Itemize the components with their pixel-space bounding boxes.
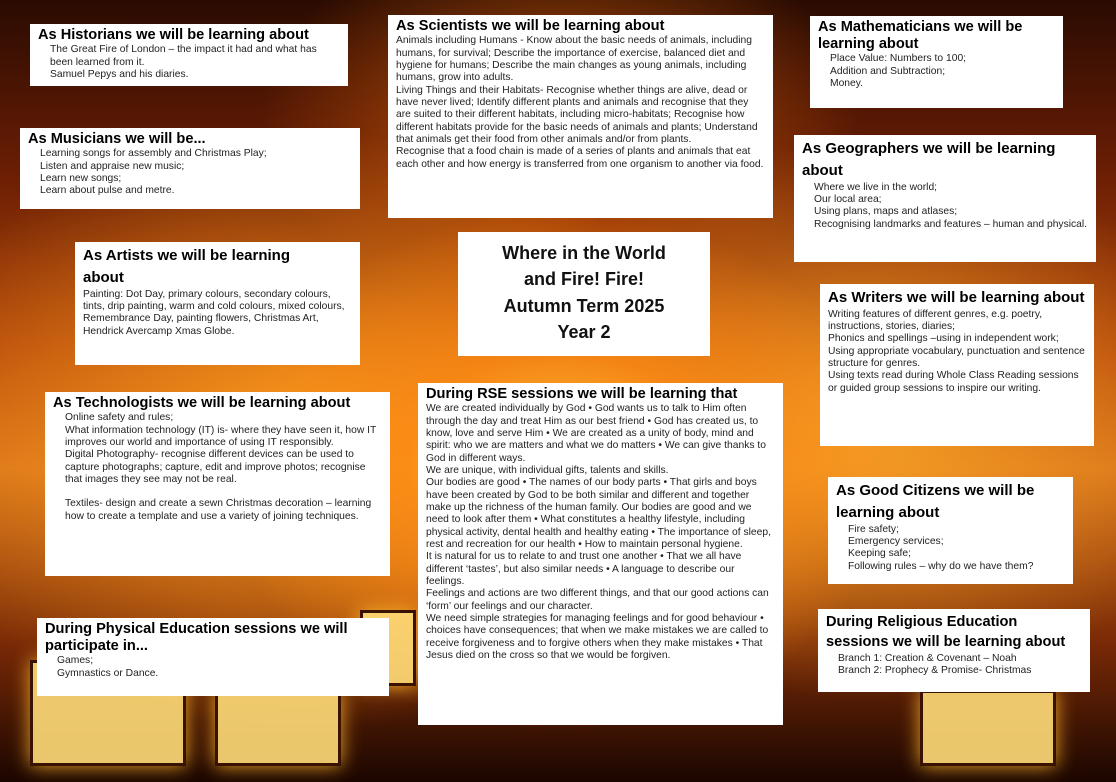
historians-line: Samuel Pepys and his diaries. [50,68,189,80]
technologists-line: What information technology (IT) is- where they have seen it, how IT improves our world and importance of using IT responsibly. [65,424,377,448]
title-line: Where in the World [502,243,666,263]
citizens-line: Emergency services; [848,535,944,547]
re-heading: During Religious Education sessions we will be learning about [826,614,1066,651]
scientists-line: Living Things and their Habitats- Recognise whether things are alive, dead or have never lived; Identify different plants and animals and recognise that they are suited to their different habitats, including micro-habitats; Recognise how different habitats provide for the basic needs of animals and plants; Understand that animals get their food from other animals and/or from plants. [396,84,758,145]
writers-box [820,284,1094,446]
mathematicians-line: Addition and Subtraction; [830,65,946,77]
pe-line: Gymnastics or Dance. [57,667,159,679]
technologists-box [45,392,390,576]
scientists-box [388,15,773,218]
scientists-heading: As Scientists we will be learning about [396,18,665,34]
citizens-box [828,477,1073,584]
mathematicians-heading: As Mathematicians we will be learning about [818,19,1023,53]
technologists-line: Digital Photography- recognise different devices can be used to capture photographs; capture, edit and improve photos; recognise that images they see may not be real. [65,449,366,485]
writers-line: Using appropriate vocabulary, punctuation and sentence structure for genres. [828,345,1085,370]
mathematicians-box [810,16,1063,108]
musicians-line: Learning songs for assembly and Christmas Play; [40,148,267,160]
geographers-line: Our local area; [814,193,882,205]
musicians-line: Listen and appraise new music; [40,160,185,172]
pe-box [37,618,389,696]
citizens-heading: As Good Citizens we will be learning about [836,482,1035,521]
rse-heading: During RSE sessions we will be learning that [426,386,738,402]
citizens-line: Following rules – why do we have them? [848,560,1034,572]
artists-box [75,242,360,365]
geographers-line: Using plans, maps and atlases; [814,206,958,218]
page-title [458,232,710,356]
musicians-line: Learn new songs; [40,172,122,184]
rse-line: It is natural for us to relate to and trust one another • That we all have different ‘tastes’, but also similar needs • A language to describe our feelings. [426,551,742,588]
geographers-line: Recognising landmarks and features – human and physical. [814,218,1088,230]
geographers-box [794,135,1096,262]
geographers-line: Where we live in the world; [814,181,938,193]
rse-line: We are created individually by God • God wants us to talk to Him often through the day and treat Him as our best friend • God has created us, to know, love and serve Him • We are created as a unity of body, mind and spirit: who we are matters and what we do matters • We can give thanks to God in different ways. [426,403,766,464]
musicians-box [20,128,360,209]
rse-line: Our bodies are good • The names of our body parts • That girls and boys have been created by God to be both similar and different and together make up the richness of the human family. Our bodies are good and we need to look after them • What constitutes a healthy lifestyle, including physical activity, dental health and healthy eating • The importance of sleep, rest and recreation for our health • How to maintain personal hygiene. [426,477,771,550]
rse-line: Feelings and actions are two different things, and that our good actions can ‘form’ our feelings and our character. [426,588,769,612]
writers-line: Using texts read during Whole Class Reading sessions or guided group sessions to inspire our writing. [828,370,1079,394]
musicians-heading: As Musicians we will be... [28,131,206,147]
writers-line: Phonics and spellings –using in independent work; [828,333,1059,345]
re-box [818,609,1090,692]
technologists-line: Textiles- design and create a sewn Christmas decoration – learning how to create a template and use a variety of joining techniques. [65,498,372,522]
pe-heading: During Physical Education sessions we will participate in... [45,621,348,655]
artists-text: Painting: Dot Day, primary colours, secondary colours, tints, drip painting, warm and cold colours, mixed colours, Remembrance Day, painting flowers, Christmas Art, Hendrick Avercamp Xmas Globe. [83,288,345,337]
mathematicians-line: Place Value: Numbers to 100; [830,53,967,65]
historians-line: The Great Fire of London – the impact it had and what has been learned from it. [50,44,317,68]
technologists-spacer [65,486,382,498]
writers-heading: As Writers we will be learning about [828,289,1085,306]
background-window [920,690,1056,766]
writers-line: Writing features of different genres, e.g. poetry, instructions, stories, diaries; [828,308,1043,333]
musicians-line: Learn about pulse and metre. [40,185,175,197]
technologists-heading: As Technologists we will be learning about [53,395,351,411]
mathematicians-line: Money. [830,78,864,90]
geographers-heading: As Geographers we will be learning about [802,140,1056,179]
rse-box [418,383,783,725]
historians-heading: As Historians we will be learning about [38,27,309,43]
scientists-line: Recognise that a food chain is made of a series of plants and animals that eat each other and how energy is transferred from one organism to another via food. [396,146,764,170]
rse-line: We need simple strategies for managing feelings and for good behaviour • choices have consequences; that when we make mistakes we are called to receive forgiveness and to forgive others when they make mistakes • That Jesus died on the cross so that we would be forgiven. [426,613,769,662]
title-line: Autumn Term 2025 [503,295,665,316]
citizens-line: Fire safety; [848,523,899,535]
re-line: Branch 1: Creation & Covenant – Noah [838,652,1017,664]
technologists-line: Online safety and rules; [65,412,174,424]
rse-line: We are unique, with individual gifts, talents and skills. [426,464,669,476]
scientists-line: Animals including Humans - Know about the basic needs of animals, including humans, for survival; Describe the importance of exercise, balanced diet and hygiene for humans; Describe the main changes as young animals, including humans, grow into adults. [396,35,753,84]
historians-box [30,24,348,86]
title-line: and Fire! Fire! [523,269,644,290]
re-line: Branch 2: Prophecy & Promise- Christmas [838,665,1032,677]
background-window [215,690,341,766]
pe-line: Games; [57,655,94,667]
title-line: Year 2 [557,321,611,342]
artists-heading: As Artists we will be learning about [83,247,290,286]
citizens-line: Keeping safe; [848,548,911,560]
